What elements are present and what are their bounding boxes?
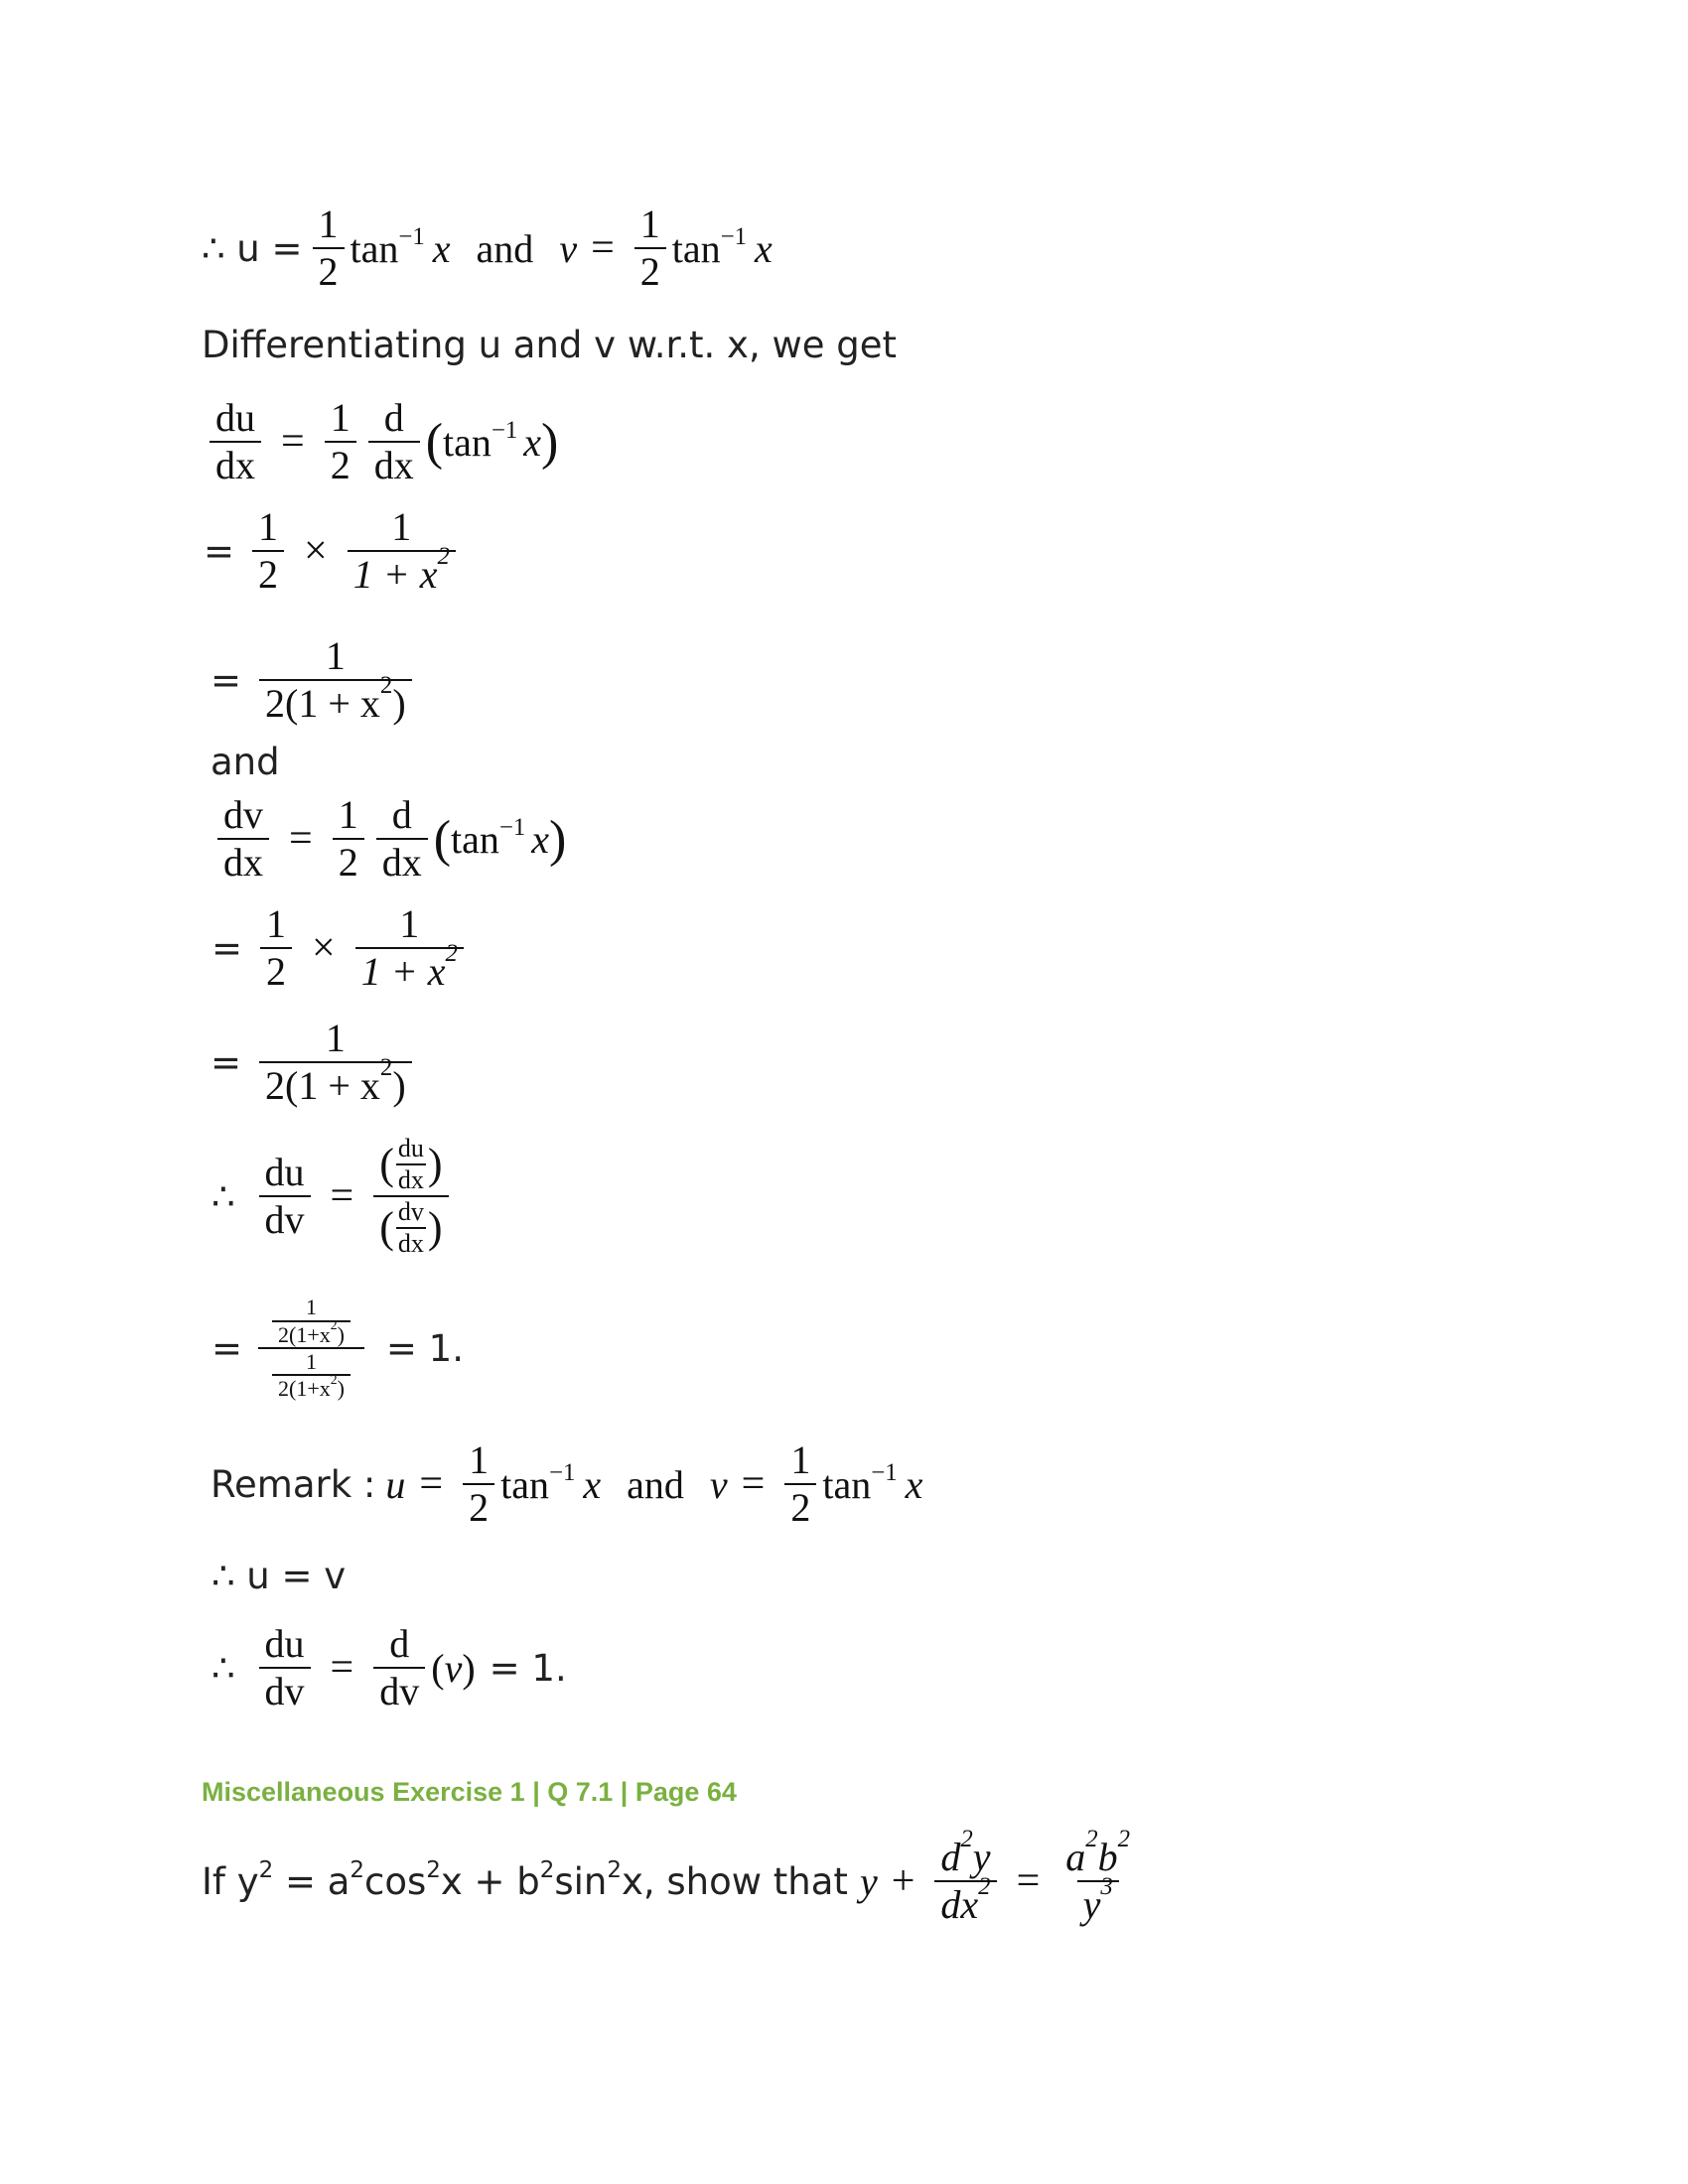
fraction-du-dv: $\frac{du}{dv}$	[259, 1621, 311, 1714]
line-dv-dx: $\frac{dv}{dx}$ = $\frac{1}{2}$ $\frac{d}{dx}$ ( tan $^{-1}$ x )	[211, 789, 566, 888]
fraction-one-over-one-plus-x2: 1 1 + x 2	[348, 504, 456, 598]
line-half-times: = $\frac{1}{2}$ × 1 1 + x 2	[204, 501, 462, 601]
remark-label: Remark :	[211, 1462, 376, 1506]
line-du-dv-ratio: ∴ $\frac{du}{dv}$ = ( $\frac{du}{dx}$ ) ( $\frac{dv}{dx}$ )	[211, 1127, 455, 1266]
fraction-half: $\frac{1}{2}$	[784, 1437, 816, 1531]
fraction-half: $\frac{1}{2}$	[313, 202, 345, 295]
fraction-d-dv: $\frac{d}{dv}$	[373, 1621, 425, 1714]
fraction-second-derivative: d 2 y dx 2	[934, 1835, 996, 1928]
fraction-half: $\frac{1}{2}$	[463, 1437, 494, 1531]
fraction-half: $\frac{1}{2}$	[333, 792, 364, 886]
line-remark: Remark : u = $\frac{1}{2}$ tan $^{-1}$ x and v = $\frac{1}{2}$ tan $^{-1}$ x	[211, 1437, 923, 1530]
line-half-times-v: = $\frac{1}{2}$ × 1 1 + x 2	[211, 898, 470, 998]
line-compound-fraction: = 1 2(1+x 2 ) 1 2(1+x 2 ) = 1.	[211, 1295, 464, 1402]
line-differentiating	[202, 323, 897, 367]
fraction-half: $\frac{1}{2}$	[252, 504, 284, 598]
fraction-half: $\frac{1}{2}$	[634, 202, 666, 295]
fraction-d-dx: $\frac{d}{dx}$	[376, 792, 428, 886]
line-u-equals-v: ∴ u = v	[211, 1555, 347, 1597]
fraction-du-dx: $\frac{du}{dx}$	[210, 395, 261, 488]
fraction-result: 1 2(1 + x 2 )	[259, 633, 412, 727]
fraction-a2b2-over-y3: a 2 b 2 y 3	[1065, 1826, 1131, 1927]
fraction-du-dv: $\frac{du}{dv}$	[259, 1150, 311, 1243]
fraction-one-over-one-plus-x2: 1 1 + x 2	[355, 901, 464, 995]
fraction-ratio-of-derivatives: ( $\frac{du}{dx}$ ) ( $\frac{dv}{dx}$ )	[373, 1134, 448, 1259]
line-du-dx: $\frac{du}{dx}$ = $\frac{1}{2}$ $\frac{d}{dx}$ ( tan $^{-1}$ x )	[204, 392, 558, 491]
question-text: If y $^2$ = a $^2$ cos $^2$ x + b $^2$ sin $^2$ x, show that y + d 2 y dx 2 = a 2 b 2 y 3	[202, 1827, 1142, 1936]
differentiating-text: Differentiating u and v w.r.t. x, we get	[202, 324, 898, 366]
fraction-result: 1 2(1 + x 2 )	[259, 1016, 412, 1109]
line-du-dv-final: ∴ $\frac{du}{dv}$ = $\frac{d}{dv}$ ( v ) = 1.	[211, 1621, 567, 1713]
line-result-du-dx: = 1 2(1 + x 2 )	[211, 625, 418, 735]
fraction-dv-dx: $\frac{dv}{dx}$	[217, 792, 269, 886]
fraction-half: $\frac{1}{2}$	[325, 395, 356, 488]
exercise-heading-link[interactable]: Miscellaneous Exercise 1 | Q 7.1 | Page 64	[202, 1776, 737, 1807]
therefore-u-label: ∴ u =	[202, 226, 303, 270]
line-and: and	[211, 741, 280, 783]
fraction-compound: 1 2(1+x 2 ) 1 2(1+x 2 )	[258, 1295, 364, 1401]
fraction-d-dx: $\frac{d}{dx}$	[368, 395, 420, 488]
fraction-half: $\frac{1}{2}$	[260, 901, 292, 995]
line-result-dv-dx: = 1 2(1 + x 2 )	[211, 1008, 418, 1117]
line-u-v-definition: ∴ u = $\frac{1}{2}$ tan $^{-1}$ x and v = $\frac{1}{2}$ tan $^{-1}$ x	[202, 202, 773, 294]
